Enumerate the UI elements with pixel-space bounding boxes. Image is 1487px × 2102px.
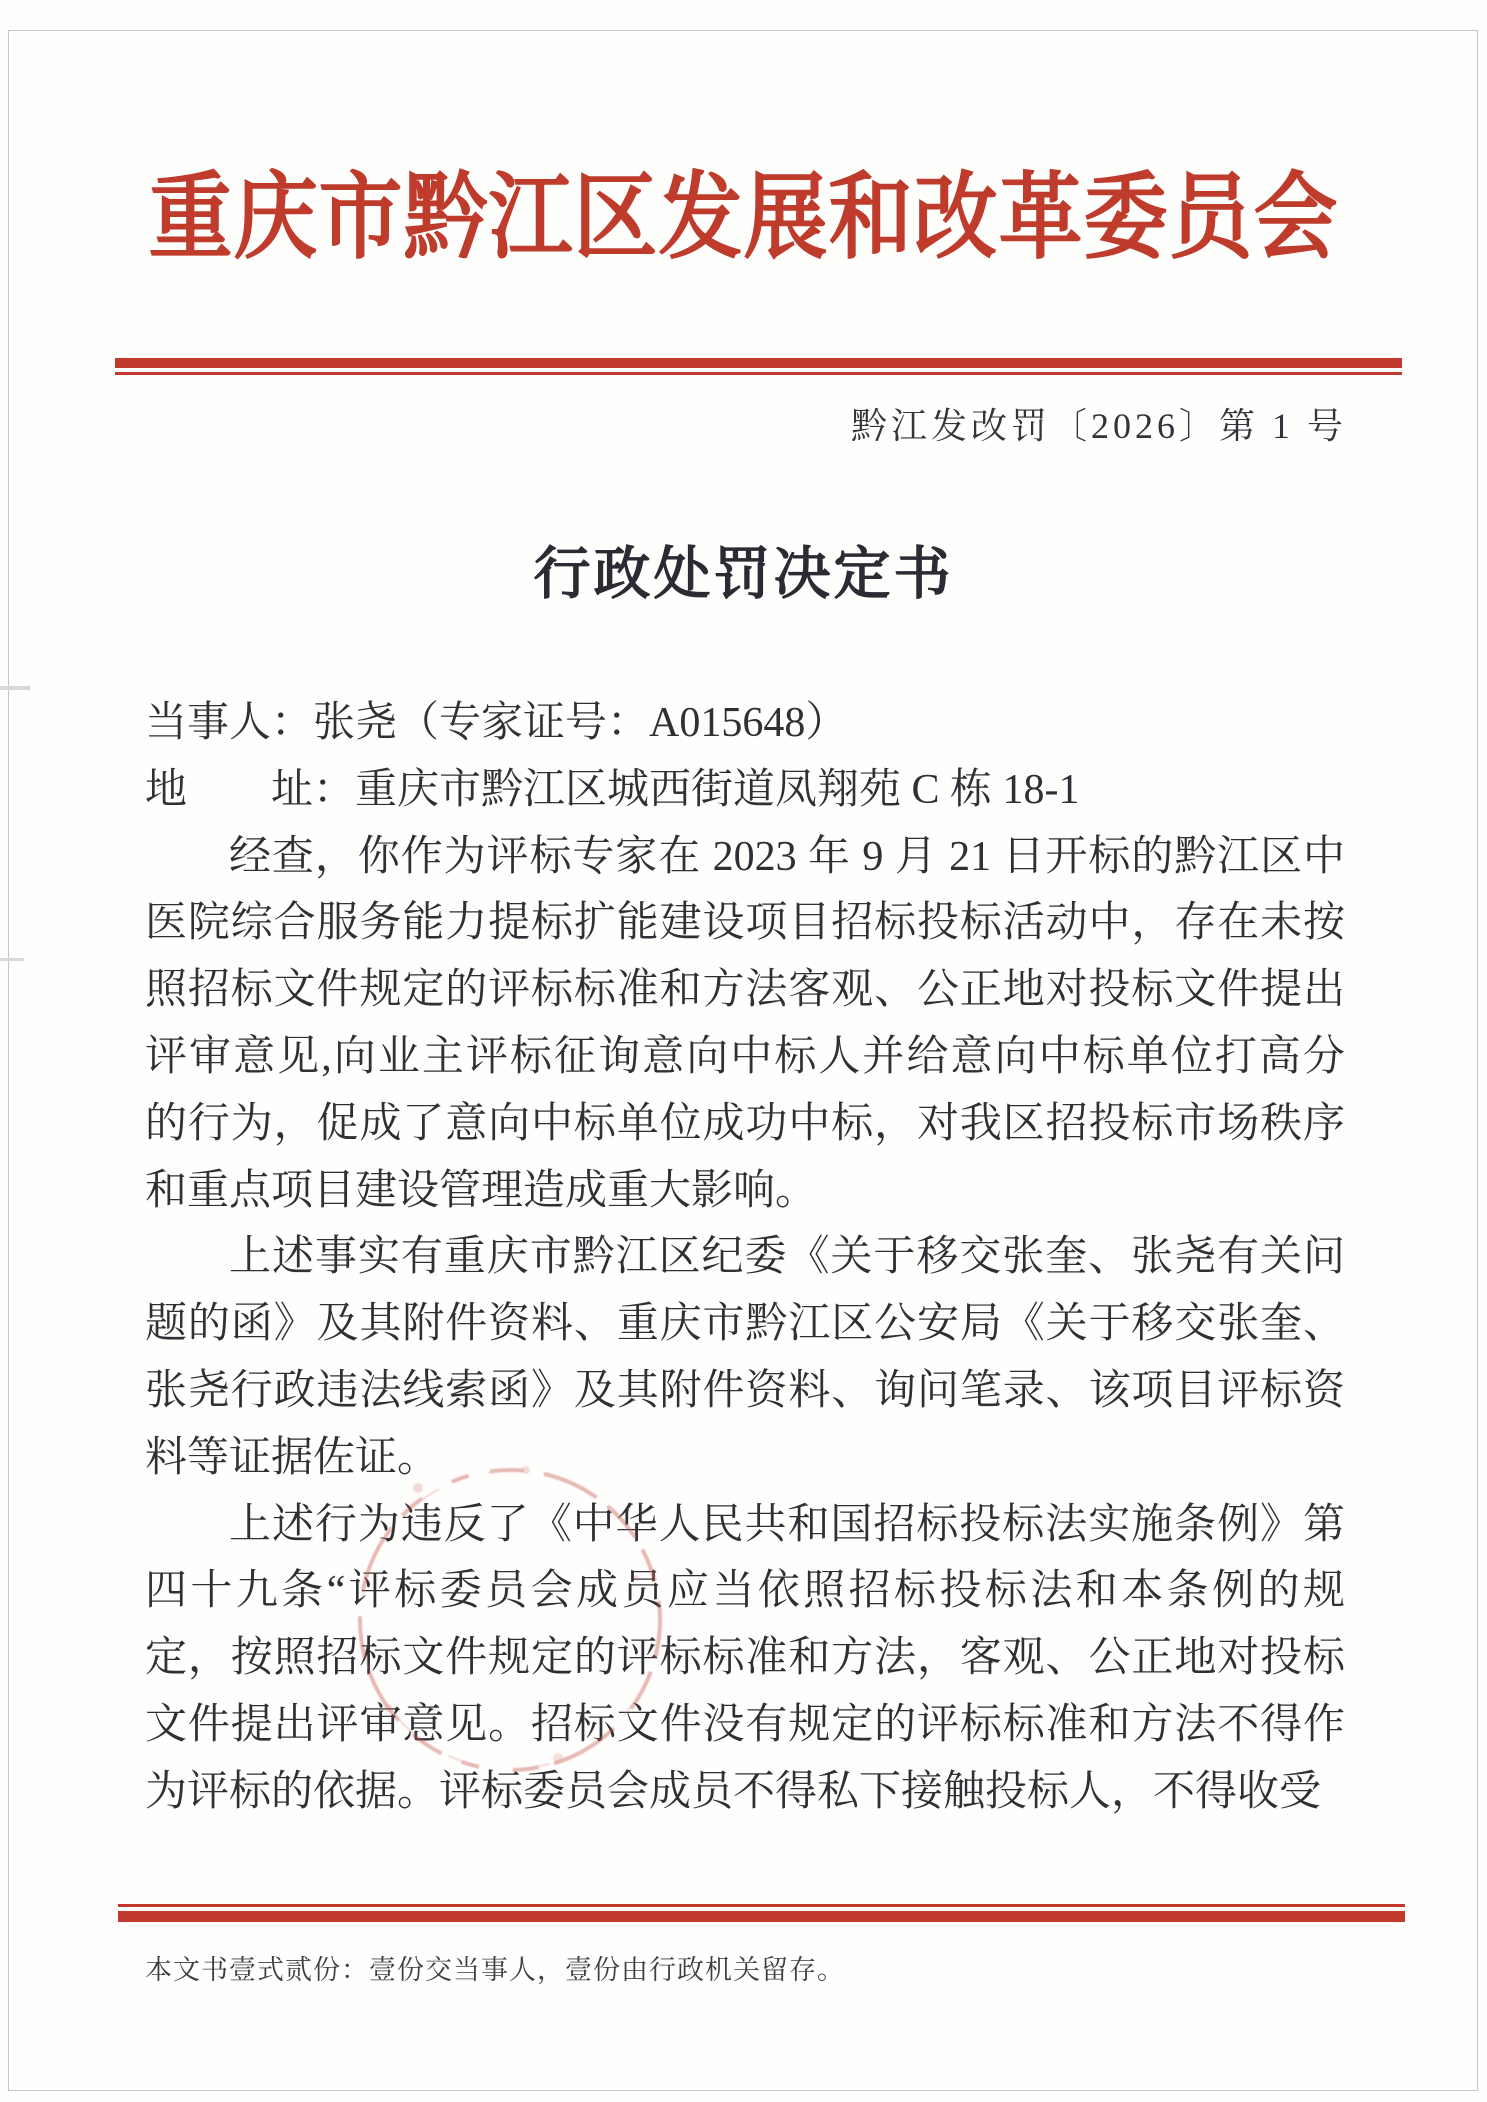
body-line: 上述事实有重庆市黔江区纪委《关于移交张奎、张尧有关问 — [229, 1234, 1345, 1281]
address-label: 地 址： — [145, 766, 356, 813]
body-line: 张尧行政违法线索函》及其附件资料、询问笔录、该项目评标资 — [145, 1367, 1345, 1414]
body-line: 评审意见,向业主评标征询意向中标人并给意向中标单位打高分 — [145, 1033, 1345, 1080]
document-number: 黔江发改罚〔2026〕第 1 号 — [850, 406, 1347, 446]
party-value: 张尧（专家证号：A015648） — [313, 700, 848, 746]
body-line: 经查，你作为评标专家在 2023 年 9 月 21 日开标的黔江区中 — [229, 833, 1345, 880]
body-line: 医院综合服务能力提标扩能建设项目招标投标活动中，存在未按 — [145, 900, 1345, 947]
footer-divider — [118, 1904, 1405, 1922]
header-divider — [115, 358, 1402, 375]
address-line — [145, 757, 1345, 824]
body-line: 料等证据佐证。 — [145, 1434, 440, 1481]
header-divider-thick-line — [115, 358, 1402, 368]
header-divider-thin-line — [115, 372, 1402, 375]
party-line — [145, 690, 1345, 757]
document-title: 行政处罚决定书 — [533, 543, 954, 606]
body-line: 文件提出评审意见。招标文件没有规定的评标标准和方法不得作 — [145, 1701, 1345, 1748]
footer-divider-thick-line — [118, 1911, 1405, 1922]
document-body — [145, 690, 1345, 1826]
body-line: 的行为，促成了意向中标单位成功中标，对我区招投标市场秩序 — [145, 1100, 1345, 1147]
address-value: 重庆市黔江区城西街道凤翔苑 C 栋 18-1 — [355, 766, 1080, 813]
body-line: 定，按照招标文件规定的评标标准和方法，客观、公正地对投标 — [145, 1635, 1345, 1682]
scan-artifact — [0, 958, 24, 961]
footer-note: 本文书壹式贰份：壹份交当事人，壹份由行政机关留存。 — [145, 1955, 845, 1985]
body-line: 和重点项目建设管理造成重大影响。 — [145, 1167, 818, 1214]
body-line: 上述行为违反了《中华人民共和国招标投标法实施条例》第 — [229, 1501, 1345, 1548]
body-line: 为评标的依据。评标委员会成员不得私下接触投标人，不得收受 — [145, 1768, 1322, 1815]
body-line: 四十九条“评标委员会成员应当依照招标投标法和本条例的规 — [145, 1568, 1345, 1615]
scan-artifact — [0, 686, 30, 690]
body-line: 题的函》及其附件资料、重庆市黔江区公安局《关于移交张奎、 — [145, 1301, 1345, 1348]
party-label: 当事人： — [145, 700, 314, 746]
agency-header: 重庆市黔江区发展和改革委员会 — [148, 166, 1339, 271]
body-line: 照招标文件规定的评标标准和方法客观、公正地对投标文件提出 — [145, 967, 1345, 1014]
